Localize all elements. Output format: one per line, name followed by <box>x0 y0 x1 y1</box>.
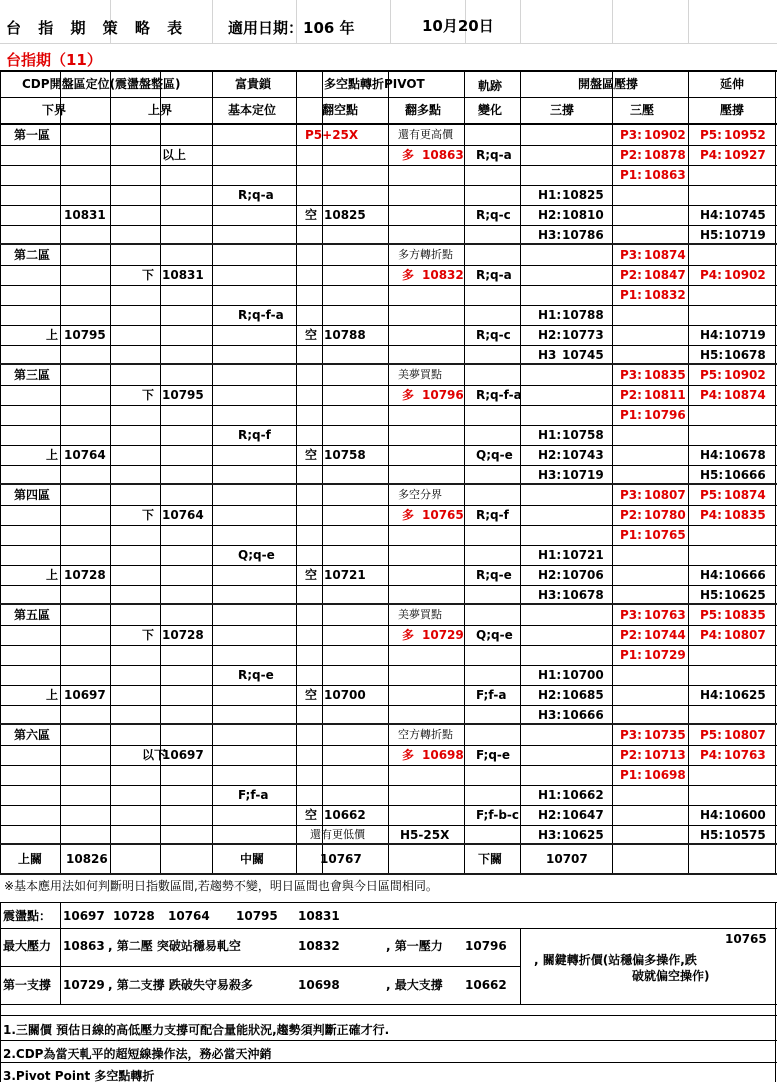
zone-p5-label: P5: <box>700 608 722 622</box>
zone-lock-position: Q;q-e <box>238 548 275 562</box>
zone-upper-value: 10728 <box>162 628 204 642</box>
oscillation-point: 10697 <box>63 909 105 923</box>
footer-note-1: 1.三關價 預估日線的高低壓力支撐可配合量能狀況,趨勢須判斷正確才行. <box>3 1023 390 1037</box>
zone6-lower-note: 還有更低價 <box>310 828 365 841</box>
zone-pivot-note: 多空分界 <box>398 488 442 501</box>
zone-upper-mark: 下 <box>142 628 155 642</box>
zone-h3-label: H3: <box>538 468 562 482</box>
zone-p4-value: 10763 <box>724 748 766 762</box>
zone-p2-label: P2: <box>620 748 642 762</box>
zone-short-mark: 空 <box>305 208 318 222</box>
zone-h2-value: 10647 <box>562 808 604 822</box>
zone-lock-position: F;f-a <box>238 788 269 802</box>
zone-p2-value: 10744 <box>644 628 686 642</box>
zone-h4-label: H4: <box>700 808 724 822</box>
sheet-subtitle: 台指期（11） <box>6 51 102 69</box>
sheet-title: 台 指 期 策 略 表 <box>6 19 189 37</box>
zone-h4-label: H4: <box>700 208 724 222</box>
zone-name: 第四區 <box>14 488 51 502</box>
zone-h1-label: H1: <box>538 668 562 682</box>
zone-track-up: R;q-a <box>476 268 512 282</box>
zone6-formula: H5-25X <box>400 828 450 842</box>
zone-h4-label: H4: <box>700 328 724 342</box>
zone-p5-value: 10807 <box>724 728 766 742</box>
header-ext: 延伸 <box>720 77 745 91</box>
footer-note-3: 3.Pivot Point 多空點轉折 <box>3 1069 155 1083</box>
zone-track-up: R;q-a <box>476 148 512 162</box>
zone-p1-value: 10729 <box>644 648 686 662</box>
zone-lower-mark: 上 <box>46 328 59 342</box>
zone-h1-label: H1: <box>538 548 562 562</box>
max-support-value: 10662 <box>465 978 507 992</box>
zone-h1-label: H1: <box>538 308 562 322</box>
zone-long-mark: 多 <box>402 628 415 642</box>
zone-h4-value: 10719 <box>724 328 766 342</box>
zone-upper-mark: 下 <box>142 268 155 282</box>
max-resist-value: 10863 <box>63 939 105 953</box>
zone-p3-value: 10874 <box>644 248 686 262</box>
zone-h3-value: 10666 <box>562 708 604 722</box>
zone-upper-mark: 下 <box>142 388 155 402</box>
zone-h1-label: H1: <box>538 428 562 442</box>
zone-p3-value: 10807 <box>644 488 686 502</box>
zone-short-value: 10788 <box>324 328 366 342</box>
header-track-sub: 變化 <box>478 103 503 117</box>
zone-h3-value: 10745 <box>562 348 604 362</box>
zone-long-value: 10729 <box>422 628 464 642</box>
gate-upper-label: 上關 <box>18 852 43 866</box>
zone-h4-value: 10678 <box>724 448 766 462</box>
zone-pivot-note: 美夢買點 <box>398 608 442 621</box>
date-value: 10月20日 <box>422 17 494 35</box>
zone-p4-label: P4: <box>700 628 722 642</box>
zone-p1-label: P1: <box>620 648 642 662</box>
zone-long-mark: 多 <box>402 268 415 282</box>
zone-p5-value: 10952 <box>724 128 766 142</box>
oscillation-point: 10764 <box>168 909 210 923</box>
zone-short-value: 10758 <box>324 448 366 462</box>
zone-h4-label: H4: <box>700 448 724 462</box>
second-support-label: , 第二支撐 跌破失守易殺多 <box>108 978 253 992</box>
zone-track-up: Q;q-e <box>476 628 513 642</box>
header-open: 開盤區壓撐 <box>578 77 639 91</box>
zone-long-mark: 多 <box>402 148 415 162</box>
zone-track-down: R;q-e <box>476 568 512 582</box>
zone-upper-value: 10831 <box>162 268 204 282</box>
zone-p3-label: P3: <box>620 248 642 262</box>
zone-h2-value: 10685 <box>562 688 604 702</box>
zone-h4-label: H4: <box>700 568 724 582</box>
zone-h3-label: H3: <box>538 588 562 602</box>
zone-h5-value: 10625 <box>724 588 766 602</box>
zone-long-value: 10796 <box>422 388 464 402</box>
zone-lower-mark: 上 <box>46 688 59 702</box>
second-resist-value: 10832 <box>298 939 340 953</box>
zone-h2-label: H2: <box>538 448 562 462</box>
zone-name: 第二區 <box>14 248 51 262</box>
zone-p3-value: 10735 <box>644 728 686 742</box>
zone-upper-value: 10795 <box>162 388 204 402</box>
zone-p4-label: P4: <box>700 148 722 162</box>
zone-short-mark: 空 <box>305 568 318 582</box>
zone-p3-label: P3: <box>620 368 642 382</box>
gate-mid-value: 10767 <box>320 852 362 866</box>
zone-p3-label: P3: <box>620 608 642 622</box>
header-flip-short: 翻空點 <box>322 103 359 117</box>
zone-h3-label: H3: <box>538 828 562 842</box>
zone-lower-value: 10697 <box>64 688 106 702</box>
zone-p5-value: 10835 <box>724 608 766 622</box>
zone-h1-value: 10721 <box>562 548 604 562</box>
zone-long-mark: 多 <box>402 388 415 402</box>
zone-upper-value: 10764 <box>162 508 204 522</box>
max-resist-label: 最大壓力 <box>3 939 52 953</box>
zone-track-down: Q;q-e <box>476 448 513 462</box>
zone-p4-label: P4: <box>700 268 722 282</box>
zone-p1-label: P1: <box>620 528 642 542</box>
zone-long-value: 10832 <box>422 268 464 282</box>
zone-p2-label: P2: <box>620 628 642 642</box>
zone-p3-label: P3: <box>620 128 642 142</box>
zone-upper-mark: 下 <box>142 508 155 522</box>
zone-short-mark: 空 <box>305 808 318 822</box>
zone-p2-label: P2: <box>620 268 642 282</box>
zone-p1-label: P1: <box>620 408 642 422</box>
zone-pivot-note: 還有更高價 <box>398 128 453 141</box>
zone-upper-value: 10697 <box>162 748 204 762</box>
zone-short-value: 10662 <box>324 808 366 822</box>
zone-p1-label: P1: <box>620 168 642 182</box>
zone-lower-mark: 上 <box>46 568 59 582</box>
header-resist3: 三壓 <box>630 103 655 117</box>
header-cdp: CDP開盤區定位(震盪盤整區) <box>22 77 181 91</box>
zone-track-down: R;q-c <box>476 208 511 222</box>
gate-upper-value: 10826 <box>66 852 108 866</box>
zone-track-up: R;q-f-a <box>476 388 522 402</box>
zone-h2-label: H2: <box>538 328 562 342</box>
zone-h5-label: H5: <box>700 348 724 362</box>
zone-h2-value: 10810 <box>562 208 604 222</box>
header-track: 軌跡 <box>478 79 503 93</box>
zone-upper-value: 以上 <box>162 148 187 162</box>
zone-name: 第三區 <box>14 368 51 382</box>
zone-track-down: F;f-a <box>476 688 507 702</box>
zone-h3-label: H3: <box>538 228 562 242</box>
gate-lower-label: 下關 <box>478 852 503 866</box>
zone-short-mark: 空 <box>305 688 318 702</box>
zone-name: 第一區 <box>14 128 51 142</box>
zone-p4-label: P4: <box>700 508 722 522</box>
header-support3: 三撐 <box>550 103 575 117</box>
key-pivot-value: 10765 <box>725 932 767 946</box>
zone-p4-label: P4: <box>700 748 722 762</box>
zone-short-value: 10825 <box>324 208 366 222</box>
zone-p1-value: 10863 <box>644 168 686 182</box>
zone-lower-value: 10764 <box>64 448 106 462</box>
header-lock-sub: 基本定位 <box>228 103 277 117</box>
zone-h1-label: H1: <box>538 788 562 802</box>
zone-p2-label: P2: <box>620 388 642 402</box>
gate-lower-value: 10707 <box>546 852 588 866</box>
key-pivot-text-2: 破就偏空操作) <box>632 969 710 983</box>
zone-short-mark: 空 <box>305 328 318 342</box>
key-pivot-text-1: , 關鍵轉折價(站穩偏多操作,跌 <box>534 953 697 967</box>
date-label: 適用日期：106 年 <box>228 19 355 37</box>
zone-p4-value: 10835 <box>724 508 766 522</box>
zone-h4-value: 10600 <box>724 808 766 822</box>
zone-upper-mark: 以下 <box>142 748 167 762</box>
zone-h4-value: 10745 <box>724 208 766 222</box>
zone-h2-value: 10743 <box>562 448 604 462</box>
zone-lock-position: R;q-f-a <box>238 308 284 322</box>
zone-p3-value: 10763 <box>644 608 686 622</box>
zone-h2-label: H2: <box>538 688 562 702</box>
zone-lower-mark: 上 <box>46 448 59 462</box>
zone-p2-value: 10847 <box>644 268 686 282</box>
zone-short-value: 10721 <box>324 568 366 582</box>
zone-p5-label: P5: <box>700 488 722 502</box>
zone-lower-value: 10831 <box>64 208 106 222</box>
header-lock: 富貴鎖 <box>235 77 272 91</box>
zone-h3-value: 10678 <box>562 588 604 602</box>
max-support-label: , 最大支撐 <box>386 978 443 992</box>
zone-p2-label: P2: <box>620 148 642 162</box>
zone-p3-value: 10902 <box>644 128 686 142</box>
zone-short-mark: 空 <box>305 448 318 462</box>
zone-pivot-note: 空方轉折點 <box>398 728 453 741</box>
zone-lower-value: 10728 <box>64 568 106 582</box>
zone-p2-value: 10780 <box>644 508 686 522</box>
first-support-value: 10729 <box>63 978 105 992</box>
zone-h4-value: 10666 <box>724 568 766 582</box>
zone-h3-value: 10786 <box>562 228 604 242</box>
zone-p4-value: 10902 <box>724 268 766 282</box>
zone-lower-value: 10795 <box>64 328 106 342</box>
zone-p4-value: 10874 <box>724 388 766 402</box>
header-ext-sub: 壓撐 <box>720 103 745 117</box>
zone-lock-position: R;q-a <box>238 188 274 202</box>
zone-long-value: 10863 <box>422 148 464 162</box>
zone-h4-label: H4: <box>700 688 724 702</box>
zone-h2-label: H2: <box>538 568 562 582</box>
zone-h1-value: 10788 <box>562 308 604 322</box>
oscillation-label: 震盪點： <box>3 909 52 923</box>
zone-long-mark: 多 <box>402 748 415 762</box>
zone-track-up: F;q-e <box>476 748 511 762</box>
zone-p5-label: P5: <box>700 128 722 142</box>
zone-p1-value: 10832 <box>644 288 686 302</box>
zone-p3-label: P3: <box>620 728 642 742</box>
first-resist-label: , 第一壓力 <box>386 939 443 953</box>
zone-p3-label: P3: <box>620 488 642 502</box>
zone-p1-label: P1: <box>620 288 642 302</box>
second-resist-label: , 第二壓 突破站穩易軋空 <box>108 939 241 953</box>
zone-p4-value: 10927 <box>724 148 766 162</box>
zone-p1-value: 10796 <box>644 408 686 422</box>
zone-h5-value: 10678 <box>724 348 766 362</box>
footer-note-2: 2.CDP為當天軋平的超短線操作法，務必當天沖銷 <box>3 1047 272 1061</box>
zone-h1-value: 10825 <box>562 188 604 202</box>
zone-h5-value: 10575 <box>724 828 766 842</box>
header-flip-long: 翻多點 <box>405 103 442 117</box>
second-support-value: 10698 <box>298 978 340 992</box>
zone-h1-value: 10758 <box>562 428 604 442</box>
zone-long-value: 10698 <box>422 748 464 762</box>
zone-p1-label: P1: <box>620 768 642 782</box>
zone-h1-value: 10662 <box>562 788 604 802</box>
zone-h2-label: H2: <box>538 208 562 222</box>
zone-p5-label: P5: <box>700 368 722 382</box>
zone-short-value: 10700 <box>324 688 366 702</box>
zone-track-up: R;q-f <box>476 508 509 522</box>
zone-p1-value: 10765 <box>644 528 686 542</box>
header-lower: 下界 <box>42 103 67 117</box>
zone-lock-position: R;q-e <box>238 668 274 682</box>
zone-pivot-note: 多方轉折點 <box>398 248 453 261</box>
zone-p3-value: 10835 <box>644 368 686 382</box>
zone-long-mark: 多 <box>402 508 415 522</box>
zone-h4-value: 10625 <box>724 688 766 702</box>
first-support-label: 第一支撐 <box>3 978 52 992</box>
zone-track-down: F;f-b-c <box>476 808 520 822</box>
zone-h1-value: 10700 <box>562 668 604 682</box>
zone-h5-value: 10666 <box>724 468 766 482</box>
zone-h1-label: H1: <box>538 188 562 202</box>
zone-p2-label: P2: <box>620 508 642 522</box>
zone1-top-note: P5+25X <box>305 128 359 142</box>
zone-pivot-note: 美夢買點 <box>398 368 442 381</box>
zone-p5-value: 10874 <box>724 488 766 502</box>
zone-p2-value: 10713 <box>644 748 686 762</box>
zone-p2-value: 10811 <box>644 388 686 402</box>
zone-p2-value: 10878 <box>644 148 686 162</box>
zone-h2-value: 10706 <box>562 568 604 582</box>
gate-mid-label: 中關 <box>240 852 265 866</box>
oscillation-point: 10831 <box>298 909 340 923</box>
zone-long-value: 10765 <box>422 508 464 522</box>
zone-h3-value: 10625 <box>562 828 604 842</box>
zone-h5-label: H5: <box>700 588 724 602</box>
zone-name: 第六區 <box>14 728 51 742</box>
zone-h5-label: H5: <box>700 828 724 842</box>
zone-h5-value: 10719 <box>724 228 766 242</box>
zone-track-down: R;q-c <box>476 328 511 342</box>
zone-p5-label: P5: <box>700 728 722 742</box>
zone-name: 第五區 <box>14 608 51 622</box>
usage-note: ※基本應用法如何判斷明日指數區間,若趨勢不變，明日區間也會與今日區間相同。 <box>4 879 438 893</box>
zone-p1-value: 10698 <box>644 768 686 782</box>
zone-p5-value: 10902 <box>724 368 766 382</box>
zone-p4-value: 10807 <box>724 628 766 642</box>
zone-h5-label: H5: <box>700 228 724 242</box>
zone-h3-label: H3: <box>538 708 562 722</box>
zone-lock-position: R;q-f <box>238 428 271 442</box>
header-upper: 上界 <box>148 103 173 117</box>
zone-h3-label: H3 <box>538 348 557 362</box>
oscillation-point: 10795 <box>236 909 278 923</box>
first-resist-value: 10796 <box>465 939 507 953</box>
zone-h5-label: H5: <box>700 468 724 482</box>
zone-h2-label: H2: <box>538 808 562 822</box>
oscillation-point: 10728 <box>113 909 155 923</box>
zone-h3-value: 10719 <box>562 468 604 482</box>
header-pivot: 多空點轉折PIVOT <box>324 77 425 91</box>
zone-p4-label: P4: <box>700 388 722 402</box>
zone-h2-value: 10773 <box>562 328 604 342</box>
